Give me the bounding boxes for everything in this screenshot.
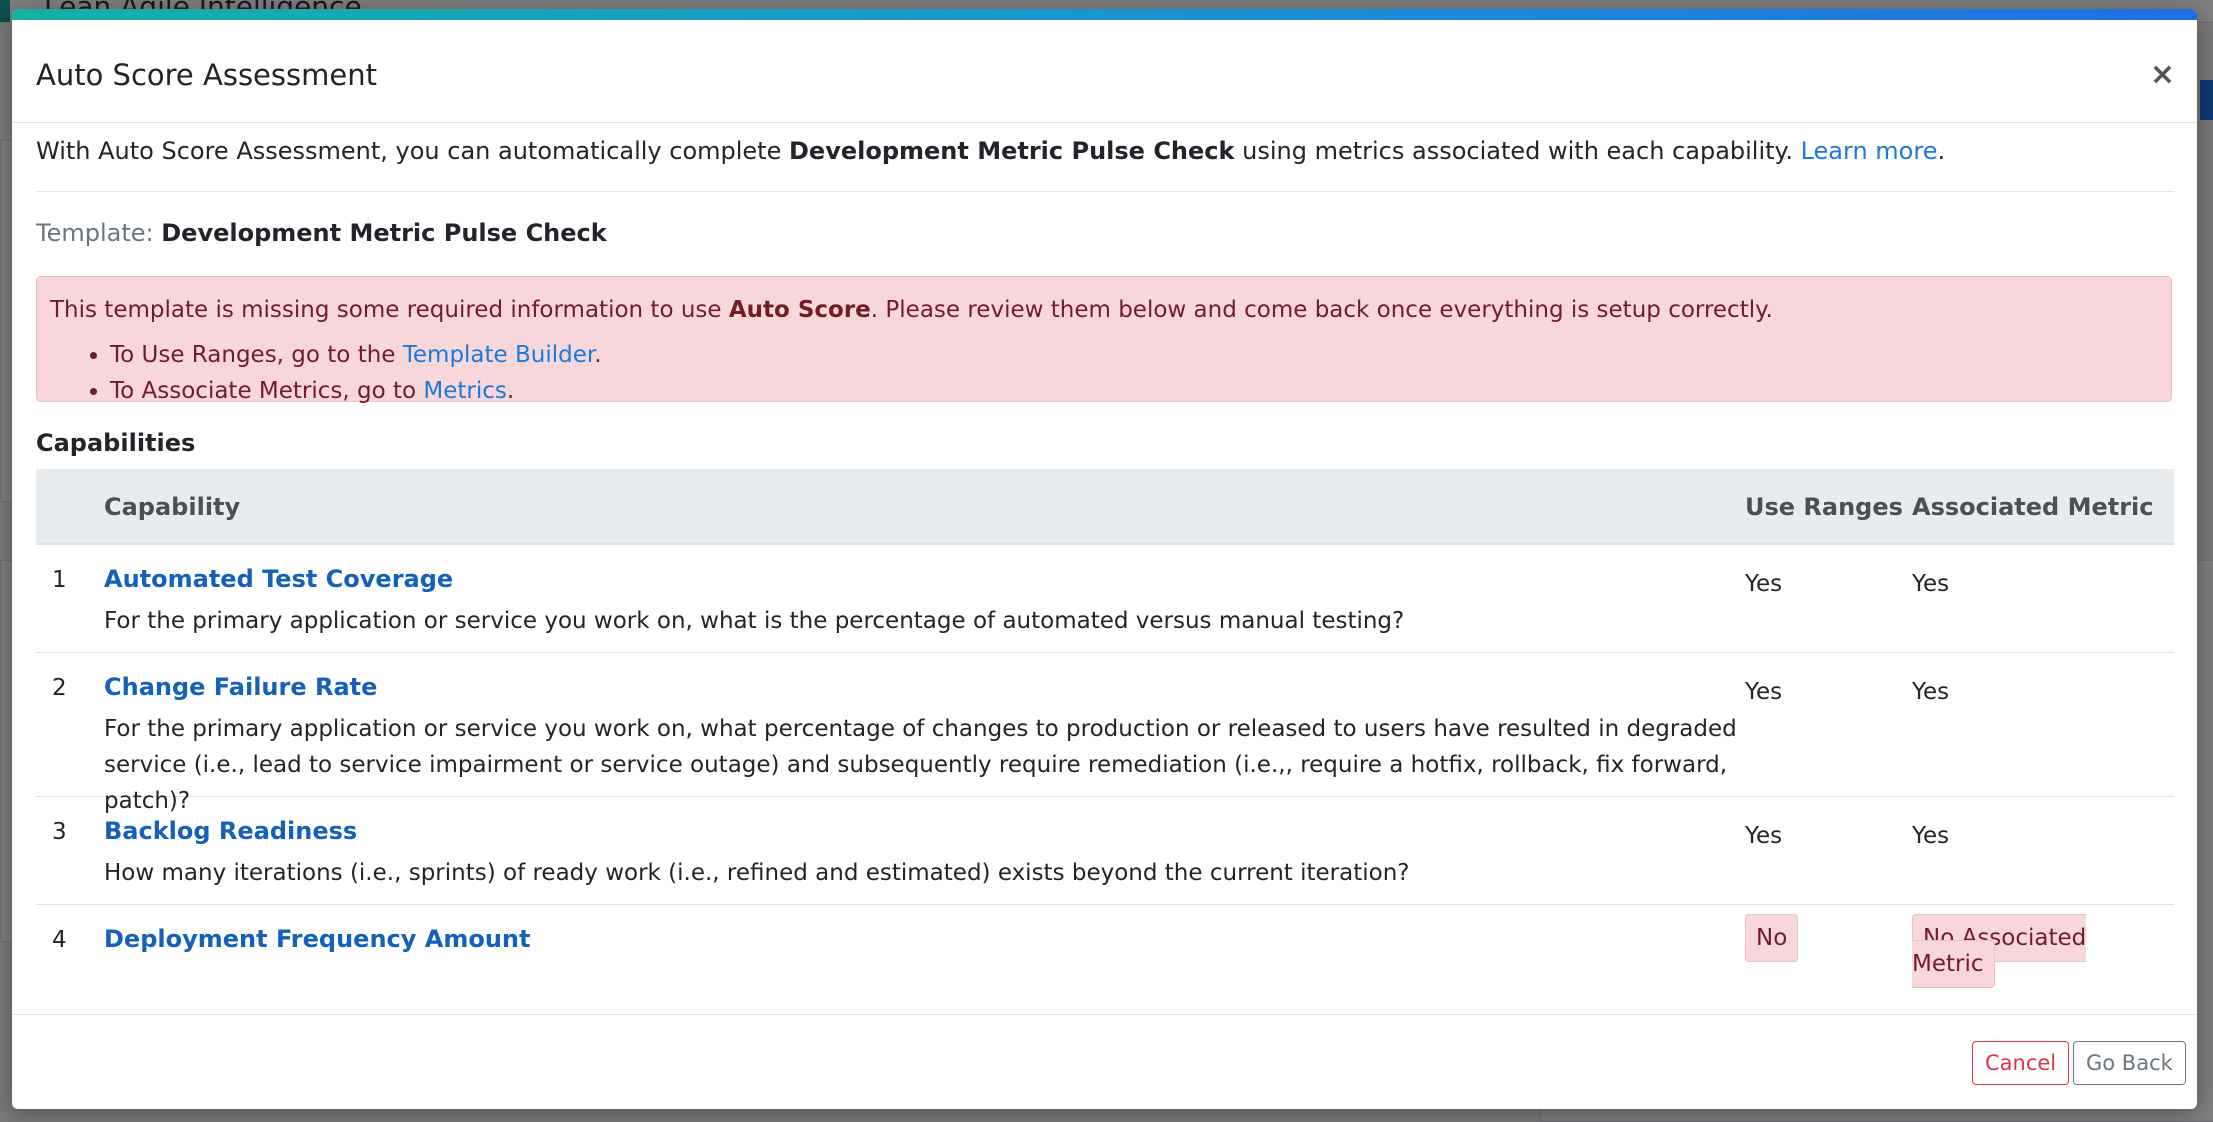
use-ranges-value: Yes bbox=[1745, 679, 1783, 705]
table-row bbox=[36, 653, 2174, 814]
intro-suffix: using metrics associated with each capability. bbox=[1234, 137, 1801, 165]
capability-description: For the primary application or service you work on, what is the percentage of automated versus manual testing? bbox=[104, 608, 1405, 634]
row-number: 4 bbox=[52, 927, 67, 953]
header-associated-metric: Associated Metric bbox=[1912, 493, 2154, 521]
intro-template-name: Development Metric Pulse Check bbox=[789, 137, 1235, 165]
no-associated-metric-badge: No Associated Metric bbox=[1912, 914, 2086, 988]
capability-link[interactable]: Automated Test Coverage bbox=[104, 565, 454, 593]
template-builder-link[interactable]: Template Builder bbox=[402, 342, 595, 368]
row-number: 2 bbox=[52, 675, 67, 701]
modal-footer bbox=[12, 1014, 2197, 1109]
template-name: Development Metric Pulse Check bbox=[161, 219, 607, 247]
capabilities-table bbox=[36, 469, 2174, 995]
capability-description: How many iterations (i.e., sprints) of ready work (i.e., refined and estimated) exists beyond the current iteration? bbox=[104, 860, 1410, 886]
missing-info-alert bbox=[36, 276, 2172, 402]
capability-link[interactable]: Backlog Readiness bbox=[104, 817, 358, 845]
modal-header bbox=[12, 20, 2197, 123]
auto-score-modal bbox=[12, 9, 2197, 1109]
template-info bbox=[36, 219, 607, 247]
alert-item-associate-metrics bbox=[110, 373, 602, 409]
intro-end: . bbox=[1937, 137, 1946, 165]
divider bbox=[36, 191, 2174, 192]
cancel-button[interactable]: Cancel bbox=[1972, 1041, 2069, 1085]
alert-item-text: To Associate Metrics, go to bbox=[110, 378, 424, 404]
associated-metric-value: Yes bbox=[1912, 571, 1950, 597]
associated-metric-value: Yes bbox=[1912, 823, 1950, 849]
modal-accent-bar bbox=[12, 9, 2197, 20]
table-row bbox=[36, 905, 2174, 995]
header-use-ranges: Use Ranges bbox=[1745, 493, 1903, 521]
use-ranges-value: Yes bbox=[1745, 823, 1783, 849]
modal-title: Auto Score Assessment bbox=[36, 58, 377, 92]
alert-item-use-ranges bbox=[110, 337, 602, 373]
row-number: 3 bbox=[52, 819, 67, 845]
alert-bold: Auto Score bbox=[728, 297, 871, 323]
use-ranges-value bbox=[1745, 925, 1798, 951]
row-number: 1 bbox=[52, 567, 67, 593]
template-label: Template: bbox=[36, 219, 154, 247]
capability-description: For the primary application or service you work on, what percentage of changes to production or released to users have resulted in degraded service (i.e., lead to service impairment or service outage) and subsequently require remediation (i.e.,, require a hotfix, rollback, fix forward, patch)? bbox=[104, 716, 1737, 814]
table-row bbox=[36, 797, 2174, 905]
alert-item-text: To Use Ranges, go to the bbox=[110, 342, 403, 368]
go-back-button[interactable]: Go Back bbox=[2073, 1041, 2186, 1085]
associated-metric-value: Yes bbox=[1912, 679, 1950, 705]
alert-item-end: . bbox=[506, 378, 515, 404]
intro-text bbox=[36, 137, 2176, 165]
intro-prefix: With Auto Score Assessment, you can automatically complete bbox=[36, 137, 789, 165]
associated-metric-value bbox=[1912, 925, 2174, 977]
alert-suffix: . Please review them below and come back once everything is setup correctly. bbox=[870, 297, 1773, 323]
alert-item-end: . bbox=[594, 342, 602, 368]
alert-prefix: This template is missing some required information to use bbox=[50, 297, 729, 323]
header-capability: Capability bbox=[104, 493, 241, 521]
table-row bbox=[36, 545, 2174, 653]
capabilities-heading: Capabilities bbox=[36, 429, 196, 457]
capability-link[interactable]: Change Failure Rate bbox=[104, 673, 378, 701]
close-icon[interactable]: × bbox=[2149, 57, 2175, 92]
use-ranges-value: Yes bbox=[1745, 571, 1783, 597]
alert-list bbox=[50, 337, 602, 409]
learn-more-link[interactable]: Learn more bbox=[1800, 137, 1938, 165]
table-header bbox=[36, 469, 2174, 545]
alert-message bbox=[50, 297, 1773, 323]
use-ranges-no-badge: No bbox=[1745, 914, 1798, 962]
capability-link[interactable]: Deployment Frequency Amount bbox=[104, 925, 531, 953]
metrics-link[interactable]: Metrics bbox=[423, 378, 507, 404]
